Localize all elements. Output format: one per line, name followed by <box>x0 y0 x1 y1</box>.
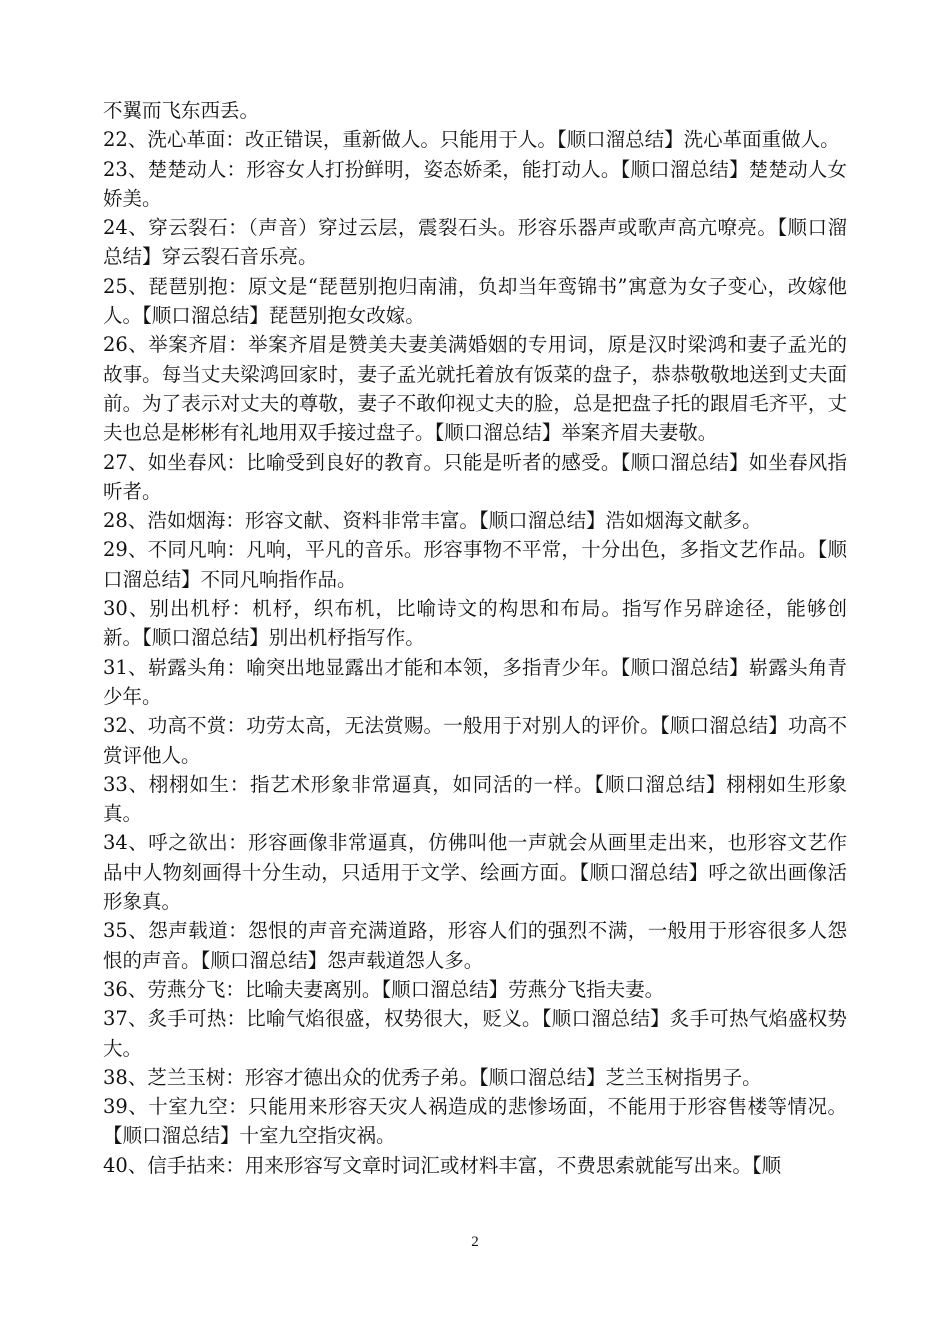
entry-29: 29、不同凡响：凡响，平凡的音乐。形容事物不平常，十分出色，多指文艺作品。【顺口溜总结】不同凡响指作品。 <box>103 538 847 591</box>
entry-35: 35、怨声载道：怨恨的声音充满道路，形容人们的强烈不满，一般用于形容很多人怨恨的声音。【顺口溜总结】怨声载道怨人多。 <box>103 919 847 972</box>
entry-34: 34、呼之欲出：形容画像非常逼真，仿佛叫他一声就会从画里走出来，也形容文艺作品中人物刻画得十分生动，只适用于文学、绘画方面。【顺口溜总结】呼之欲出画像活形象真。 <box>103 831 847 914</box>
entry-30: 30、别出机杼：机杼，织布机，比喻诗文的构思和布局。指写作另辟途径，能够创新。【顺口溜总结】别出机杼指写作。 <box>103 597 847 650</box>
paragraph-continuation: 不翼而飞东西丢。 <box>103 99 260 122</box>
entry-40: 40、信手拈来：用来形容写文章时词汇或材料丰富，不费思索就能写出来。【顺 <box>103 1153 782 1177</box>
entry-38: 38、芝兰玉树：形容才德出众的优秀子弟。【顺口溜总结】芝兰玉树指男子。 <box>103 1065 762 1089</box>
entry-39: 39、十室九空：只能用来形容天灾人祸造成的悲惨场面，不能用于形容售楼等情况。【顺口溜总结】十室九空指灾祸。 <box>103 1095 847 1148</box>
entry-33: 33、栩栩如生：指艺术形象非常逼真，如同活的一样。【顺口溜总结】栩栩如生形象真。 <box>103 772 847 826</box>
entry-37: 37、炙手可热：比喻气焰很盛，权势很大，贬义。【顺口溜总结】炙手可热气焰盛权势大。 <box>103 1007 847 1060</box>
entry-26: 26、举案齐眉：举案齐眉是赞美夫妻美满婚姻的专用词，原是汉时梁鸿和妻子孟光的故事。每当丈夫梁鸿回家时，妻子孟光就托着放有饭菜的盘子，恭恭敬敬地送到丈夫面前。为了表示对丈夫的尊敬，妻子不敢仰视丈夫的脸，总是把盘子托的跟眉毛齐平，丈夫也总是彬彬有礼地用双手接过盘子。【顺口溜总结】举案齐眉夫妻敬。 <box>103 333 847 445</box>
entry-31: 31、崭露头角：喻突出地显露出才能和本领，多指青少年。【顺口溜总结】崭露头角青少年。 <box>103 655 847 708</box>
entry-32: 32、功高不赏：功劳太高，无法赏赐。一般用于对别人的评价。【顺口溜总结】功高不赏评他人。 <box>103 714 847 767</box>
entry-23: 23、楚楚动人：形容女人打扮鲜明，姿态娇柔，能打动人。【顺口溜总结】楚楚动人女娇美。 <box>103 157 847 210</box>
entry-28: 28、浩如烟海：形容文献、资料非常丰富。【顺口溜总结】浩如烟海文献多。 <box>103 509 762 533</box>
entry-22: 22、洗心革面：改正错误，重新做人。只能用于人。【顺口溜总结】洗心革面重做人。 <box>103 128 840 152</box>
entry-27: 27、如坐春风：比喻受到良好的教育。只能是听者的感受。【顺口溜总结】如坐春风指听者。 <box>103 450 847 503</box>
page-number: 2 <box>471 1234 479 1250</box>
entry-24: 24、穿云裂石：（声音）穿过云层，震裂石头。形容乐器声或歌声高亢嘹亮。【顺口溜总结】穿云裂石音乐亮。 <box>103 216 847 269</box>
entry-36: 36、劳燕分飞：比喻夫妻离别。【顺口溜总结】劳燕分飞指夫妻。 <box>103 977 665 1001</box>
entry-25: 25、琵琶别抱：原文是“琵琶别抱归南浦，负却当年鸾锦书”寓意为女子变心，改嫁他人。【顺口溜总结】琵琶别抱女改嫁。 <box>103 274 847 328</box>
document-body <box>103 96 847 1180</box>
